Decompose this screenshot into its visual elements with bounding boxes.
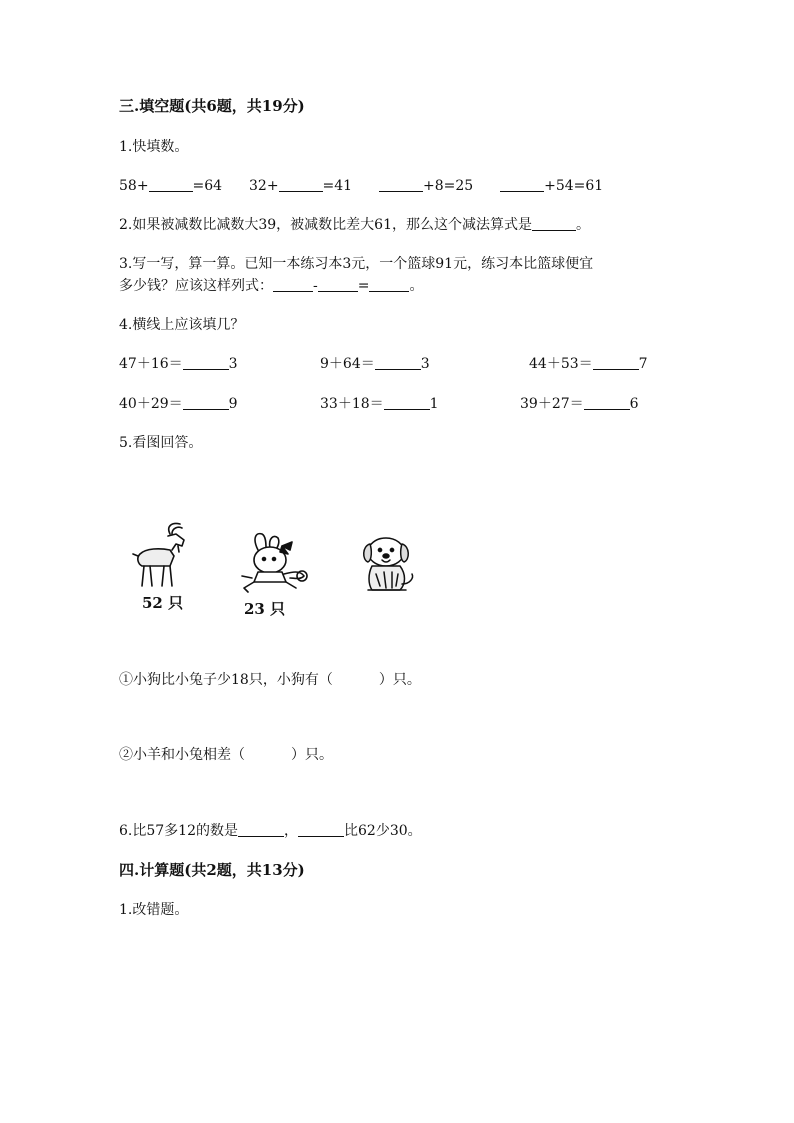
q5-sub-2 — [119, 745, 333, 765]
q2-text: 2.如果被减数比减数大39，被减数比差大61，那么这个减法算式是 — [119, 217, 532, 233]
q1-item-2-blank[interactable] — [279, 177, 323, 192]
dog-icon — [358, 534, 418, 596]
q4-r1-3-blank[interactable] — [593, 355, 639, 370]
q5-sub1-end: ）只。 — [378, 672, 421, 688]
q4-r2-3-blank[interactable] — [584, 395, 630, 410]
question-1-items — [119, 176, 603, 196]
q2-end: 。 — [576, 217, 590, 233]
question-3-line-1: 3.写一写，算一算。已知一本练习本3元，一个篮球91元，练习本比篮球便宜 — [119, 256, 594, 272]
question-5-label: 5.看图回答。 — [119, 435, 203, 451]
q3-line2-text: 多少钱？应该这样列式： — [119, 278, 273, 294]
q6-blank-1[interactable] — [238, 822, 284, 837]
q3-equals: = — [357, 278, 370, 294]
q1-item-1-blank[interactable] — [149, 177, 193, 192]
q3-blank-3[interactable] — [369, 277, 409, 292]
q3-minus: - — [313, 278, 318, 294]
q4-r1-3-tail: 7 — [638, 356, 648, 372]
q1-item-1-post: =64 — [192, 178, 223, 194]
q4-r1-3-expr: 44＋53＝ — [529, 356, 593, 372]
q5-sub2-text: ②小羊和小兔相差（ — [119, 747, 245, 763]
q4-row1-item-1 — [119, 354, 238, 374]
q4-r2-2-blank[interactable] — [384, 395, 430, 410]
q4-r1-1-blank[interactable] — [183, 355, 229, 370]
section-4-question-1-label: 1.改错题。 — [119, 902, 189, 918]
question-3-line-2 — [119, 276, 423, 296]
q6-blank-2[interactable] — [298, 822, 344, 837]
q4-row2-item-3 — [520, 394, 639, 414]
q4-r2-3-expr: 39＋27＝ — [520, 396, 584, 412]
q4-row1-item-3 — [529, 354, 648, 374]
q6-mid: ， — [284, 823, 298, 839]
question-6 — [119, 821, 422, 841]
q5-sub1-text: ①小狗比小兔子少18只，小狗有（ — [119, 672, 333, 688]
section-3-title: 三.填空题(共6题，共19分) — [119, 97, 305, 115]
q3-blank-1[interactable] — [273, 277, 313, 292]
rabbit-icon — [238, 532, 314, 594]
q2-blank[interactable] — [532, 216, 576, 231]
q1-item-2-pre: 32+ — [249, 178, 279, 194]
q4-r1-2-blank[interactable] — [375, 355, 421, 370]
q6-post: 比62少30。 — [344, 823, 422, 839]
section-4-title: 四.计算题(共2题，共13分) — [119, 861, 305, 879]
q6-pre: 6.比57多12的数是 — [119, 823, 238, 839]
q4-r2-2-expr: 33＋18＝ — [320, 396, 384, 412]
q4-r2-1-expr: 40＋29＝ — [119, 396, 183, 412]
q4-r2-1-blank[interactable] — [183, 395, 229, 410]
question-1-label: 1.快填数。 — [119, 139, 189, 155]
q1-item-2-post: =41 — [322, 178, 353, 194]
goat-caption: 52 只 — [142, 594, 184, 612]
q4-r1-1-tail: 3 — [228, 356, 238, 372]
q3-blank-2[interactable] — [318, 277, 358, 292]
q4-r1-2-tail: 3 — [420, 356, 430, 372]
q4-row2-item-2 — [320, 394, 439, 414]
q1-item-1-pre: 58+ — [119, 178, 149, 194]
q5-sub-1 — [119, 670, 421, 690]
rabbit-caption: 23 只 — [244, 600, 286, 618]
q4-r1-1-expr: 47＋16＝ — [119, 356, 183, 372]
question-2 — [119, 215, 590, 235]
q1-item-3-post: +8=25 — [423, 178, 474, 194]
q4-r2-1-tail: 9 — [228, 396, 238, 412]
q5-sub2-end: ）只。 — [291, 747, 333, 763]
q1-item-4-blank[interactable] — [500, 177, 544, 192]
q4-row1-item-2 — [320, 354, 430, 374]
q4-row2-item-1 — [119, 394, 238, 414]
goat-icon — [130, 520, 190, 590]
q4-r1-2-expr: 9＋64＝ — [320, 356, 375, 372]
q4-r2-3-tail: 6 — [629, 396, 639, 412]
q1-item-4-post: +54=61 — [544, 178, 604, 194]
q1-item-3-blank[interactable] — [379, 177, 423, 192]
q4-r2-2-tail: 1 — [429, 396, 439, 412]
q3-end: 。 — [409, 278, 424, 294]
question-4-label: 4.横线上应该填几？ — [119, 317, 245, 333]
